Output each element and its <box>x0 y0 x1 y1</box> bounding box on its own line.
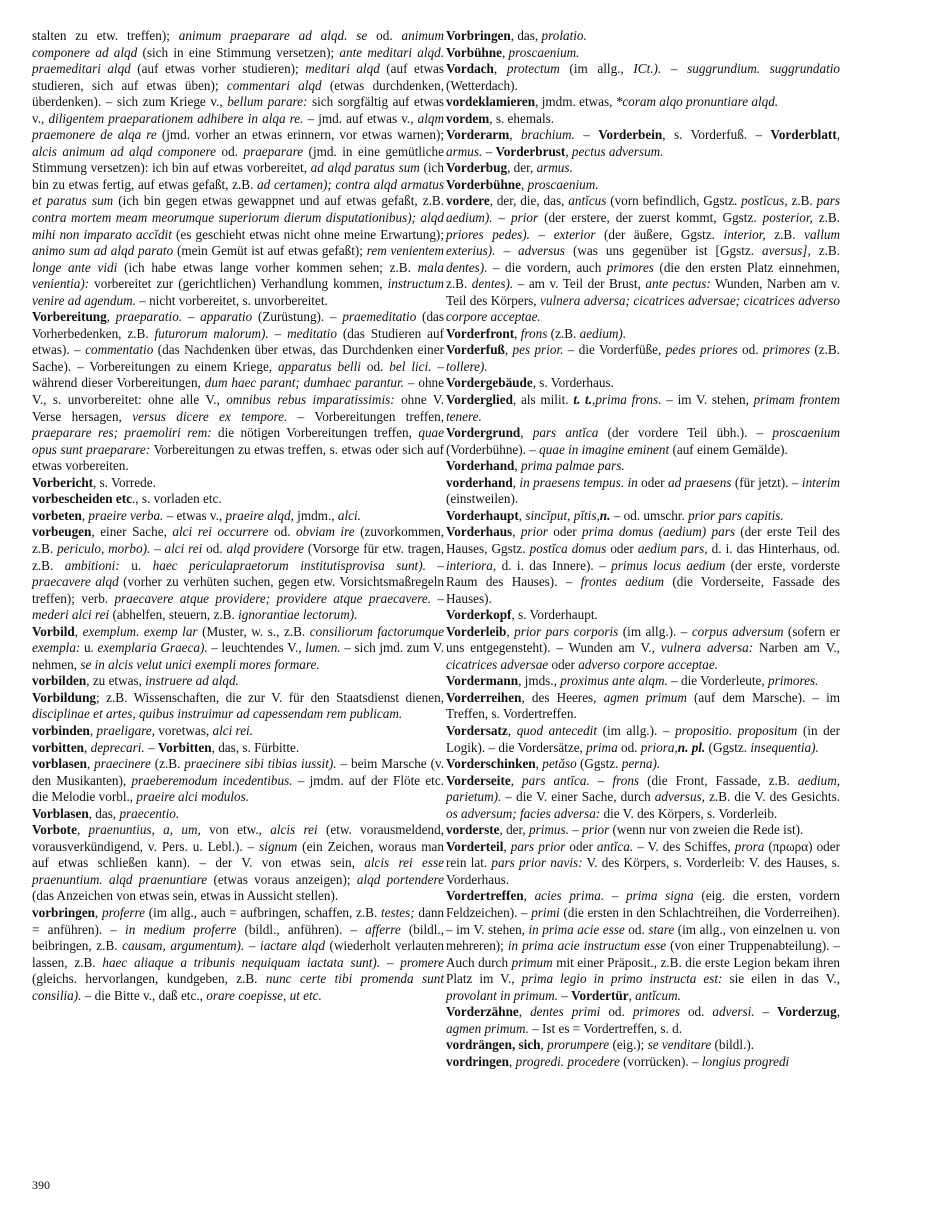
dictionary-entry: vorbeten, praeire verba. – etwas v., praeire alqd, jmdm., alci. <box>32 507 361 523</box>
dictionary-entry: Vorderhaupt, sincĭput, pĭtis,n. – od. umschr. prior pars capitis. <box>446 507 784 523</box>
dictionary-entry: Vorderfuß, pes prior. – die Vorderfüße, pedes priores od. primores (z.B. tollere). <box>446 342 841 374</box>
dictionary-entry: Vorderkopf, s. Vorderhaupt. <box>446 607 598 623</box>
dictionary-entry: Vorderbühne, proscaenium. <box>446 176 599 192</box>
dictionary-entry: Vorderglied, als milit. t. t.,prima frons. – im V. stehen, primam frontem tenere. <box>446 392 840 424</box>
dictionary-entry: vorbeugen, einer Sache, alci rei occurrere od. obviam ire (zuvorkommen, z.B. periculo, morbo). – alci rei od. alqd providere (Vorsorge für etw. tragen, z.B. ambitioni: u. haec periculapraetorum institutisprovisa sunt). – praecavere alqd (vorher zu verhüten suchen, gegen etw. Vorsichtsmaßregeln treffen); verb. praecavere atque providere; providere atque praecavere. – mederi alci rei (abhelfen, steuern, z.B. ignorantiae lectorum). <box>32 524 445 623</box>
dictionary-entry: vorblasen, praecinere (z.B. praecinere sibi tibias iussit). – beim Marsche (v. den Musikanten), praeberemodum incedentibus. – jmdm. auf der Flöte etc. die Melodie vorbl., praeire alci modulos. <box>32 756 445 805</box>
dictionary-entry: vorbitten, deprecari. – Vorbitten, das, s. Fürbitte. <box>32 739 300 755</box>
dictionary-entry: vordrängen, sich, prorumpere (eig.); se venditare (bildl.). <box>446 1037 755 1053</box>
dictionary-entry: Vorbildung; z.B. Wissenschaften, die zur V. für den Staatsdienst dienen, disciplinae et artes, quibus instruimur ad capessendam rem publicam. <box>32 689 444 722</box>
dictionary-entry: Vordertreffen, acies prima. – prima signa (eig. die ersten, vordern Feldzeichen). – primi (die ersten in den Schlachtreihen, die Vorderreihen). – im V. stehen, in prima acie esse od. stare (im allg., von einzelnen u. von mehreren); in prima acie instructum esse (von einer Truppenabteilung). – Auch durch primum mit einer Präposit., z.B. die erste Legion bekam ihren Platz im V., prima legio in primo instructa est: sie eilen in das V., provolant in primum. – Vordertür, antĭcum. <box>446 888 841 1003</box>
dictionary-entry: vordringen, progredi. procedere (vorrücken). – longius progredi <box>446 1053 790 1069</box>
dictionary-entry: Vorderarm, brachium. – Vorderbein, s. Vorderfuß. – Vorderblatt, armus. – Vorderbrust, pectus adversum. <box>446 127 841 159</box>
dictionary-entry: Vordach, protectum (im allg., ICt.). – suggrundium. suggrundatio (Wetterdach). <box>446 61 841 93</box>
dictionary-entry: vorbilden, zu etwas, instruere ad alqd. <box>32 673 239 689</box>
dictionary-entry: Vorbereitung, praeparatio. – apparatio (Zurüstung). – praemeditatio (das Vorherbedenken, z.B. futurorum malorum). – meditatio (das Studieren auf etwas). – commentatio (das Nachdenken über etwas, das Durchdenken einer Sache). – Vorbereitungen zu einem Kriege, apparatus belli od. bel lici. – während dieser Vorbereitungen, dum haec parant; dumhaec parantur. – ohne V., s. unvorbereitet: ohne alle V., omnibus rebus imparatissimis: ohne V. Verse hersagen, versus dicere ex tempore. – Vorbereitungen treffen, praeparare res; praemoliri rem: die nötigen Vorbereitungen treffen, quae opus sunt praeparare: Vorbereitungen zu etwas treffen, s. etwas oder sich auf etwas vorbereiten. <box>32 309 445 474</box>
dictionary-entry: Vorderfront, frons (z.B. aedium). <box>446 325 627 341</box>
dictionary-entry: vorbinden, praeligare, voretwas, alci rei. <box>32 722 254 738</box>
dictionary-entry: vorderhand, in praesens tempus. in oder ad praesens (für jetzt). – interim (einstweilen). <box>446 474 841 507</box>
dictionary-entry: Vorblasen, das, praecentio. <box>32 805 180 821</box>
dictionary-entry: vordere, der, die, das, antĭcus (vorn befindlich, Ggstz. postĭcus, z.B. pars aedium). – prior (der erstere, der zuerst kommt, Ggstz. posterior, z.B. priores pedes). – exterior (der äußere, Ggstz. interior, z.B. vallum exterius). – adversus (was uns gegenüber ist [Ggstz. aversus], z.B. dentes). – die vordern, auch primores (die den ersten Platz einnehmen, z.B. dentes). – am v. Teil der Brust, ante pectus: Wunden, Narben am v. Teil des Körpers, vulnera adversa; cicatrices adversae; cicatrices adverso corpore acceptae. <box>446 193 841 325</box>
left-column <box>32 28 444 1004</box>
dictionary-entry: Vordergrund, pars antĭca (der vordere Teil übh.). – proscaenium (Vorderbühne). – quae in imagine eminent (auf einem Gemälde). <box>446 425 840 457</box>
dictionary-entry: Vorderteil, pars prior oder antĭca. – V. des Schiffes, prora (πρωρα) oder rein lat. pars prior navis: V. des Körpers, s. Vorderleib: V. des Hauses, s. Vorderhaus. <box>446 838 841 887</box>
dictionary-entry: Vorderseite, pars antĭca. – frons (die Front, Fassade, z.B. aedium, parietum). – die V. einer Sache, durch adversus, z.B. die V. des Gesichts. os adversum; facies adversa: die V. des Körpers, s. Vorderleib. <box>446 772 841 821</box>
dictionary-entry: vorderste, der, primus. – prior (wenn nur von zweien die Rede ist). <box>446 822 804 838</box>
dictionary-entry: Vorderleib, prior pars corporis (im allg.). – corpus adversum (sofern er uns entgegensteht). – Wunden am V., vulnera adversa: Narben am V., cicatrices adversae oder adverso corpore acceptae. <box>446 623 840 672</box>
dictionary-entry: Vorbild, exemplum. exemp lar (Muster, w. s., z.B. consiliorum factorumque exempla: u. exemplaria Graeca). – leuchtendes V., lumen. – sich jmd. zum V. nehmen, se in alcis velut unici exempli mores formare. <box>32 623 445 672</box>
dictionary-entry: stalten zu etw. treffen); animum praeparare ad alqd. se od. animum componere ad alqd (sich in eine Stimmung versetzen); ante meditari alqd. praemeditari alqd (auf etwas vorher studieren); meditari alqd (auf etwas studieren, sich auf etwas üben); commentari alqd (etwas durchdenken, überdenken). – sich zum Kriege v., bellum parare: sich sorgfältig auf etwas v., diligentem praeparationem adhibere in alqa re. – jmd. auf etwas v., alqm praemonere de alqa re (jmd. vorher an etwas erinnern, vor etwas warnen); alcis animum ad alqd componere od. praeparare (jmd. in eine gemütliche Stimmung versetzen): ich bin auf etwas vorbereitet, ad alqd paratus sum (ich bin zu etwas fertig, auf etwas gefaßt, z.B. ad certamen); contra alqd armatus et paratus sum (ich bin gegen etwas gewappnet und auf etwas gefaßt, z.B. contra mortem meam meorumque superiorum dierum disputationibus); alqd mihi non imparato accĭdit (es geschieht etwas nicht ohne meine Erwartung); animo sum ad alqd parato (mein Gemüt ist auf etwas gefaßt); rem venientem longe ante vidi (ich habe etwas lange vorher kommen sehen; z.B. mala venientia): vorbereitet zur (gerichtlichen) Verhandlung kommen, instructum venire ad agendum. – nicht vorbereitet, s. unvorbereitet. <box>32 28 445 308</box>
dictionary-entry: vorbescheiden etc., s. vorladen etc. <box>32 491 222 507</box>
dictionary-entry: Vorderhand, prima palmae pars. <box>446 458 625 474</box>
right-column <box>446 28 840 1070</box>
dictionary-entry: Vordergebäude, s. Vorderhaus. <box>446 375 614 391</box>
page-number: 390 <box>32 1178 50 1192</box>
dictionary-entry: Vorderhaus, prior oder prima domus (aedium) pars (der erste Teil des Hauses, Ggstz. postĭca domus oder aedium pars, d. i. das Hinterhaus, od. interiora, d. i. das Innere). – primus locus aedium (der erste, vorderste Raum des Hauses). – frontes aedium (die Vorderseite, Fassade des Hauses). <box>446 524 841 606</box>
dictionary-entry: Vorbericht, s. Vorrede. <box>32 474 156 490</box>
dictionary-entry: Vorderbug, der, armus. <box>446 160 573 176</box>
dictionary-entry: vorbringen, proferre (im allg., auch = aufbringen, schaffen, z.B. testes; dann = anführen). – in medium proferre (bildl., anführen). – afferre (bildl., beibringen, z.B. causam, argumentum). – iactare alqd (wiederholt verlauten lassen, z.B. haec aliaque a tribunis nequiquam iactata sunt). – promere (gleichs. hervorlangen, kundgeben, z.B. nunc certe tibi promenda sunt consilia). – die Bitte v., daß etc., orare coepisse, ut etc. <box>32 904 445 1003</box>
dictionary-entry: Vorbühne, proscaenium. <box>446 44 580 60</box>
dictionary-entry: Vorderzähne, dentes primi od. primores od. adversi. – Vorderzug, agmen primum. – Ist es = Vordertreffen, s. d. <box>446 1004 841 1036</box>
dictionary-entry: Vordersatz, quod antecedit (im allg.). – propositio. propositum (in der Logik). – die Vordersätze, prima od. priora,n. pl. (Ggstz. insequentia). <box>446 722 840 755</box>
dictionary-entry: Vorbote, praenuntius, a, um, von etw., alcis rei (etw. vorausmeldend, vorausverkündigend, v. Pers. u. Lebl.). – signum (ein Zeichen, woraus man auf etwas schließen kann). – der V. von etwas sein, alcis rei esse praenuntium. alqd praenuntiare (etwas voraus anzeigen); alqd portendere (das Anzeichen von etwas sein, etwas in Aussicht stellen). <box>32 822 445 904</box>
dictionary-entry: vordeklamieren, jmdm. etwas, *coram alqo pronuntiare alqd. <box>446 94 779 110</box>
dictionary-entry: vordem, s. ehemals. <box>446 110 555 126</box>
dictionary-entry: Vorderreihen, des Heeres, agmen primum (auf dem Marsche). – im Treffen, s. Vordertreffen. <box>446 689 841 722</box>
dictionary-entry: Vordermann, jmds., proximus ante alqm. – die Vorderleute, primores. <box>446 673 819 689</box>
dictionary-entry: Vorderschinken, petăso (Ggstz. perna). <box>446 756 661 772</box>
dictionary-entry: Vorbringen, das, prolatio. <box>446 28 587 43</box>
